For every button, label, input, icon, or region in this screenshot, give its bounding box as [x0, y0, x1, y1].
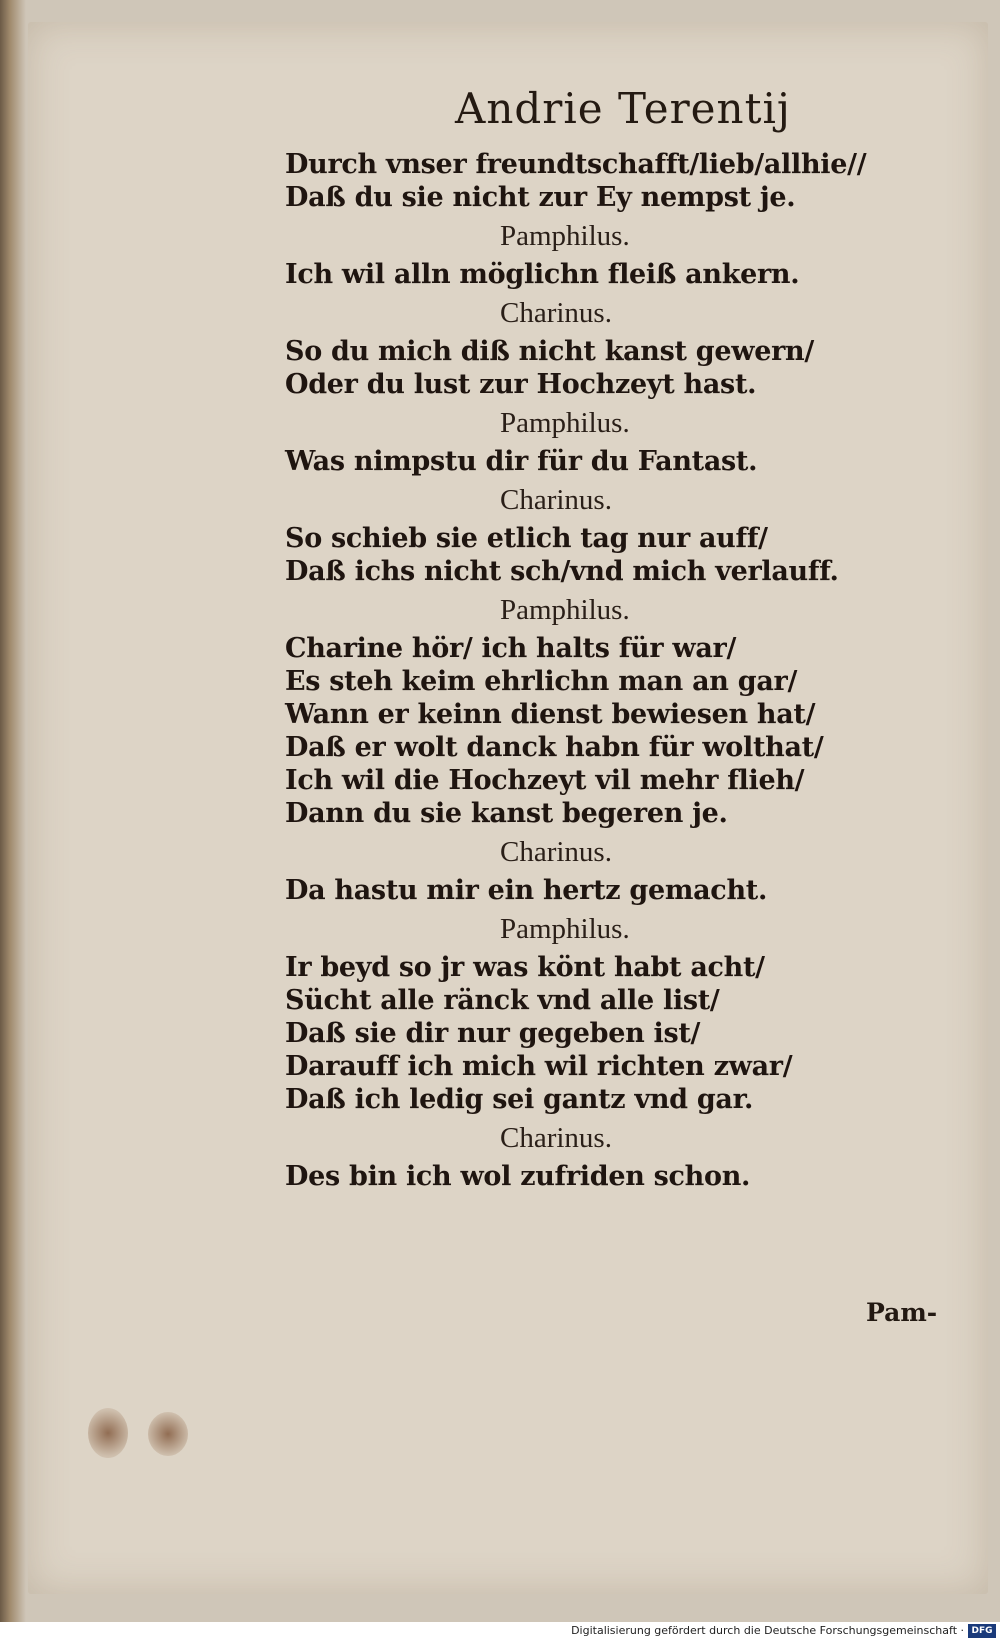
speaker-heading: Charinus. [500, 484, 612, 516]
running-head: Andrie Terentij [455, 84, 791, 133]
verse-line: Daß ichs nicht sch/vnd mich verlauff. [285, 556, 839, 587]
verse-line: Durch vnser freundtschafft/lieb/allhie// [285, 149, 867, 180]
footer-credit: Digitalisierung gefördert durch die Deutsche Forschungsgemeinschaft · [571, 1624, 964, 1637]
verse-line: Daß er wolt danck habn für wolthat/ [285, 732, 824, 763]
verse-line: Charine hör/ ich halts für war/ [285, 633, 737, 664]
verse-line: Daß sie dir nur gegeben ist/ [285, 1018, 701, 1049]
speaker-heading: Pamphilus. [500, 407, 630, 439]
verse-text-block [285, 148, 905, 1193]
ink-stain [88, 1408, 128, 1458]
verse-line: Ich wil die Hochzeyt vil mehr flieh/ [285, 765, 805, 796]
verse-line: Ir beyd so jr was könt habt acht/ [285, 952, 765, 983]
verse-line: Was nimpstu dir für du Fantast. [285, 446, 758, 477]
speaker-heading: Charinus. [500, 836, 612, 868]
ink-stain [148, 1412, 188, 1456]
speaker-heading: Pamphilus. [500, 913, 630, 945]
speaker-heading: Pamphilus. [500, 220, 630, 252]
speaker-heading: Pamphilus. [500, 594, 630, 626]
verse-line: Sücht alle ränck vnd alle list/ [285, 985, 720, 1016]
verse-line: Dann du sie kanst begeren je. [285, 798, 728, 829]
catchword: Pam- [866, 1298, 938, 1327]
speaker-heading: Charinus. [500, 1122, 612, 1154]
verse-line: So du mich diß nicht kanst gewern/ [285, 336, 814, 367]
verse-line: Daß ich ledig sei gantz vnd gar. [285, 1084, 754, 1115]
verse-line: Da hastu mir ein hertz gemacht. [285, 875, 768, 906]
verse-line: Wann er keinn dienst bewiesen hat/ [285, 699, 816, 730]
verse-line: Oder du lust zur Hochzeyt hast. [285, 369, 757, 400]
verse-line: Daß du sie nicht zur Ey nempst je. [285, 182, 796, 213]
speaker-heading: Charinus. [500, 297, 612, 329]
verse-line: So schieb sie etlich tag nur auff/ [285, 523, 768, 554]
dfg-logo: DFG [968, 1624, 996, 1638]
verse-line: Darauff ich mich wil richten zwar/ [285, 1051, 793, 1082]
verse-line: Es steh keim ehrlichn man an gar/ [285, 666, 797, 697]
verse-line: Des bin ich wol zufriden schon. [285, 1161, 751, 1192]
verse-line: Ich wil alln möglichn fleiß ankern. [285, 259, 800, 290]
